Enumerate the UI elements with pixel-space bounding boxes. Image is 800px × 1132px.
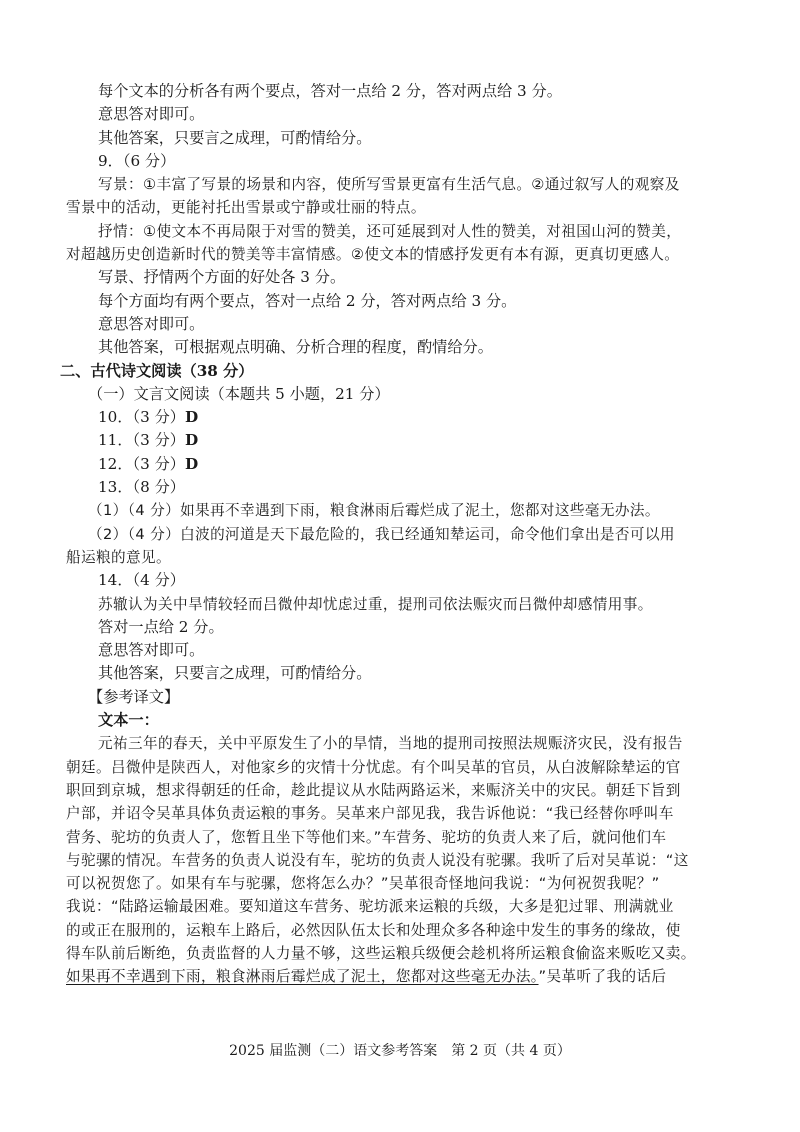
sub-heading: （一）文言文阅读（本题共 5 小题，21 分） bbox=[88, 384, 390, 403]
text-line: 写景、抒情两个方面的好处各 3 分。 bbox=[98, 268, 346, 287]
question-14-number: 14．（4 分） bbox=[98, 571, 185, 590]
sentence-tail: ”吴革听了我的话后 bbox=[538, 968, 667, 986]
text-line: 其他答案，只要言之成理，可酌情给分。 bbox=[98, 664, 372, 683]
answer-value: D bbox=[184, 454, 199, 473]
answer-row bbox=[66, 453, 738, 476]
translation-line: 户部，并诏令吴革具体负责运粮的事务。吴革来户部见我，我告诉他说：“我已经替你呼叫车 bbox=[66, 805, 674, 823]
text-line: 意思答对即可。 bbox=[98, 641, 205, 660]
text-line: 写景：①丰富了写景的场景和内容，使所写雪景更富有生活气息。②通过叙写人的观察及 bbox=[98, 176, 680, 194]
text-line: 其他答案，可根据观点明确、分析合理的程度，酌情给分。 bbox=[98, 338, 493, 357]
text-line: 其他答案，只要言之成理，可酌情给分。 bbox=[98, 128, 372, 147]
question-13-number: 13．（8 分） bbox=[98, 478, 185, 497]
question-number: 12．（3 分） bbox=[98, 454, 185, 473]
underlined-sentence: 如果再不幸遇到下雨，粮食淋雨后霉烂成了泥土，您都对这些毫无办法。 bbox=[66, 968, 539, 986]
text-line: （1）（4 分）如果再不幸遇到下雨，粮食淋雨后霉烂成了泥土，您都对这些毫无办法。 bbox=[88, 502, 660, 520]
translation-line bbox=[66, 965, 738, 988]
text-line: 意思答对即可。 bbox=[98, 314, 205, 333]
translation-line: 的或正在服刑的，运粮车上路后，必然因队伍太长和处理众多各种途中发生的事务的缘故，使 bbox=[66, 921, 681, 939]
text-line: （2）（4 分）白波的河道是天下最危险的，我已经通知辇运司，命令他们拿出是否可以用 bbox=[88, 525, 675, 543]
text-line: 对超越历史创造新时代的赞美等丰富情感。②使文本的情感抒发更有本有源，更真切更感人。 bbox=[66, 246, 680, 264]
translation-label: 【参考译文】 bbox=[88, 687, 180, 706]
answer-value: D bbox=[184, 408, 199, 427]
answer-page bbox=[60, 80, 738, 989]
page-footer: 2025 届监测（二）语文参考答案 第 2 页（共 4 页） bbox=[229, 1043, 571, 1059]
text-line: 每个方面均有两个要点，答对一点给 2 分，答对两点给 3 分。 bbox=[98, 291, 517, 310]
answer-row bbox=[66, 406, 738, 429]
text-1-title: 文本一： bbox=[98, 711, 159, 730]
translation-line: 与驼骡的情况。车营务的负责人说没有车，驼坊的负责人说没有驼骡。我听了后对吴革说：“这 bbox=[66, 851, 689, 869]
text-line: 船运粮的意见。 bbox=[66, 548, 171, 566]
question-9-number: 9．（6 分） bbox=[98, 151, 176, 170]
answer-value: D bbox=[184, 431, 199, 450]
text-line: 抒情：①使文本不再局限于对雪的赞美，还可延展到对人性的赞美，对祖国山河的赞美， bbox=[98, 222, 682, 240]
answer-row bbox=[66, 429, 738, 452]
translation-line: 营务、驼坊的负责人了，您暂且坐下等他们来。”车营务、驼坊的负责人来了后，就问他们车 bbox=[66, 828, 667, 846]
text-line: 意思答对即可。 bbox=[98, 105, 205, 124]
section-heading: 二、古代诗文阅读（38 分） bbox=[60, 361, 254, 380]
translation-line: 可以祝贺您了。如果有车与驼骡，您将怎么办？”吴革很奇怪地问我说：“为何祝贺我呢？” bbox=[66, 875, 660, 893]
question-number: 11．（3 分） bbox=[98, 431, 185, 450]
text-line: 雪景中的活动，更能衬托出雪景或宁静或壮丽的特点。 bbox=[66, 199, 426, 217]
translation-line: 我说：“陆路运输最困难。要知道这车营务、驼坊派来运粮的兵级，大多是犯过罪、刑满就业 bbox=[66, 898, 674, 916]
text-line: 苏辙认为关中旱情较轻而吕微仲却忧虑过重，提刑司依法赈灾而吕微仲却感情用事。 bbox=[98, 595, 653, 613]
text-line: 答对一点给 2 分。 bbox=[98, 617, 224, 636]
translation-line: 职回到京城，想求得朝廷的任命，趁此提议从水陆两路运米，来赈济关中的灾民。朝廷下旨到 bbox=[66, 781, 681, 799]
translation-line: 得车队前后断绝，负责监督的人力量不够，这些运粮兵级便会趁机将所运粮食偷盗来贩吃又卖。 bbox=[66, 944, 696, 962]
question-number: 10．（3 分） bbox=[98, 408, 185, 427]
translation-line: 元祐三年的春天，关中平原发生了小的旱情，当地的提刑司按照法规赈济灾民，没有报告 bbox=[98, 735, 683, 753]
text-line: 每个文本的分析各有两个要点，答对一点给 2 分，答对两点给 3 分。 bbox=[98, 82, 562, 100]
translation-line: 朝廷。吕微仲是陕西人，对他家乡的灾情十分忧虑。有个叫吴革的官员，从白波解除辇运的官 bbox=[66, 758, 681, 776]
